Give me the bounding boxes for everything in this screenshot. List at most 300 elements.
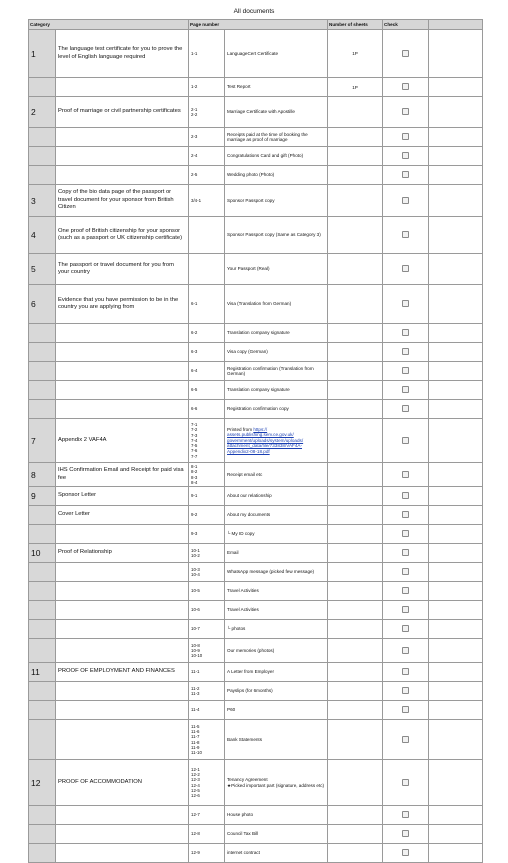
document-item-label: Receipts paid at the time of booking the marriage as proof of marriage (227, 131, 308, 142)
category-number: 10 (29, 544, 56, 563)
number-of-sheets (328, 682, 383, 701)
document-item-label: About our relationship (227, 493, 272, 499)
category-description: PROOF OF EMPLOYMENT AND FINANCES (56, 663, 189, 682)
table-body (29, 30, 483, 863)
category-description (56, 720, 189, 760)
category-number: 5 (29, 254, 56, 285)
page-number-cell (189, 760, 225, 806)
page-number: 6-3 (191, 349, 198, 355)
number-of-sheets (328, 128, 383, 147)
link-text-line: government/uploads/system/uploads/ (227, 437, 304, 443)
page-number: 11-3 (191, 691, 200, 696)
document-item-label: Your Passport (Real) (227, 266, 270, 272)
category-number (29, 720, 56, 760)
page-number: 7-1 (191, 422, 198, 428)
empty-cell (429, 362, 483, 381)
page-number: 9-3 (191, 531, 198, 537)
page-number: 10-2 (191, 553, 200, 558)
page-number: 8-4 (191, 479, 198, 485)
page-number: 11-2 (191, 685, 200, 691)
document-checkbox[interactable] (402, 587, 409, 594)
empty-cell (429, 185, 483, 217)
table-row (29, 525, 483, 544)
table-row (29, 582, 483, 601)
check-cell (383, 639, 429, 663)
document-item (225, 400, 328, 419)
document-checkbox[interactable] (402, 50, 409, 57)
document-checkbox[interactable] (402, 133, 409, 140)
page-number-cell (189, 78, 225, 97)
header-check: Check (383, 20, 429, 30)
document-checkbox[interactable] (402, 83, 409, 90)
document-item (225, 285, 328, 324)
category-number (29, 343, 56, 362)
page-number: 10-1 (191, 547, 200, 553)
page-number: 12-5 (191, 787, 200, 793)
header-category: Category (29, 20, 189, 30)
document-checkbox[interactable] (402, 231, 409, 238)
check-cell (383, 285, 429, 324)
category-number (29, 78, 56, 97)
category-description (56, 682, 189, 701)
table-row (29, 343, 483, 362)
page-number-cell (189, 601, 225, 620)
empty-cell (429, 324, 483, 343)
document-checkbox[interactable] (402, 300, 409, 307)
document-item-label: LanguageCert Certificate (227, 50, 279, 56)
table-row (29, 400, 483, 419)
category-description: Sponsor Letter (56, 487, 189, 506)
empty-cell (429, 419, 483, 463)
document-item-label: Visa (Translation from German) (227, 301, 292, 307)
table-row (29, 825, 483, 844)
check-cell (383, 663, 429, 682)
document-checkbox[interactable] (402, 549, 409, 556)
document-checkbox[interactable] (402, 849, 409, 856)
category-number: 12 (29, 760, 56, 806)
page-number-cell (189, 720, 225, 760)
empty-cell (429, 400, 483, 419)
category-number: 8 (29, 463, 56, 487)
page-number: 10-10 (191, 653, 203, 659)
page-number-cell (189, 663, 225, 682)
page-number: 2-4 (191, 153, 198, 159)
empty-cell (429, 720, 483, 760)
document-item-label: └ My ID copy (227, 531, 255, 537)
document-item-label: └ photos (227, 626, 246, 632)
document-item-label: Council Tax Bill (227, 831, 259, 837)
page-number: 2-3 (191, 134, 198, 140)
document-item-label: Travel Activities (227, 588, 259, 594)
document-checkbox[interactable] (402, 568, 409, 575)
document-checkbox[interactable] (402, 265, 409, 272)
page-number: 11-5 (191, 723, 200, 729)
page-number: 6-5 (191, 387, 198, 393)
document-checkbox[interactable] (402, 152, 409, 159)
category-description: Proof of Relationship (56, 544, 189, 563)
check-cell (383, 825, 429, 844)
document-item-label: P60 (227, 707, 236, 713)
page-number: 11-8 (191, 739, 200, 745)
page-number: 3/4-1 (191, 197, 202, 203)
page-number: 12-9 (191, 850, 200, 856)
page-number: 1-2 (191, 84, 198, 90)
page-number-cell (189, 639, 225, 663)
page-number-cell (189, 147, 225, 166)
number-of-sheets (328, 720, 383, 760)
category-number: 1 (29, 30, 56, 78)
table-row (29, 563, 483, 582)
document-item (225, 381, 328, 400)
page-number-cell (189, 525, 225, 544)
category-description (56, 147, 189, 166)
number-of-sheets (328, 601, 383, 620)
document-checkbox[interactable] (402, 706, 409, 713)
table-row (29, 682, 483, 701)
link-text-line: https:// (253, 426, 268, 432)
check-cell (383, 601, 429, 620)
table-row (29, 166, 483, 185)
page-number-cell (189, 30, 225, 78)
page-number-cell (189, 682, 225, 701)
document-item (225, 217, 328, 254)
document-item-label: About my documents (227, 512, 271, 518)
documents-table (28, 19, 483, 863)
table-row (29, 97, 483, 128)
table-row (29, 254, 483, 285)
category-description (56, 381, 189, 400)
document-item (225, 601, 328, 620)
table-row (29, 463, 483, 487)
table-row (29, 620, 483, 639)
document-checkbox[interactable] (402, 687, 409, 694)
document-checkbox[interactable] (402, 437, 409, 444)
category-number: 4 (29, 217, 56, 254)
number-of-sheets (328, 217, 383, 254)
check-cell (383, 563, 429, 582)
empty-cell (429, 760, 483, 806)
check-cell (383, 844, 429, 863)
check-cell (383, 806, 429, 825)
page-number: 8-1 (191, 464, 198, 470)
document-checkbox[interactable] (402, 606, 409, 613)
number-of-sheets (328, 463, 383, 487)
document-item (225, 563, 328, 582)
page-number-cell (189, 97, 225, 128)
empty-cell (429, 563, 483, 582)
document-item (225, 663, 328, 682)
page-number: 12-6 (191, 792, 200, 798)
category-description (56, 825, 189, 844)
empty-cell (429, 506, 483, 525)
page-number: 12-3 (191, 777, 200, 783)
empty-cell (429, 487, 483, 506)
table-row (29, 78, 483, 97)
empty-cell (429, 463, 483, 487)
page-number: 7-6 (191, 448, 198, 454)
check-cell (383, 185, 429, 217)
page-number-cell (189, 285, 225, 324)
category-description (56, 343, 189, 362)
document-item (225, 185, 328, 217)
page-number: 2-5 (191, 172, 198, 178)
document-item (225, 324, 328, 343)
category-number (29, 682, 56, 701)
document-item (225, 419, 328, 463)
empty-cell (429, 381, 483, 400)
document-item (225, 701, 328, 720)
document-item (225, 506, 328, 525)
page-number-cell (189, 128, 225, 147)
link-text-line: attachment_data/file/733838/VAF4A- (227, 443, 303, 449)
check-cell (383, 760, 429, 806)
check-cell (383, 324, 429, 343)
document-checkbox[interactable] (402, 171, 409, 178)
category-number (29, 362, 56, 381)
document-checkbox[interactable] (402, 386, 409, 393)
category-description (56, 563, 189, 582)
page-number-cell (189, 825, 225, 844)
page-number: 11-1 (191, 669, 200, 675)
category-description: Appendix 2 VAF4A (56, 419, 189, 463)
category-description (56, 701, 189, 720)
table-row (29, 128, 483, 147)
document-checkbox[interactable] (402, 647, 409, 654)
page-number: 7-7 (191, 453, 198, 459)
document-item (225, 760, 328, 806)
category-number (29, 506, 56, 525)
empty-cell (429, 285, 483, 324)
category-number (29, 147, 56, 166)
document-item-label: Bank Statements (227, 736, 262, 742)
empty-cell (429, 701, 483, 720)
document-checkbox[interactable] (402, 492, 409, 499)
page-number: 11-4 (191, 707, 200, 713)
number-of-sheets (328, 639, 383, 663)
check-cell (383, 166, 429, 185)
table-row (29, 601, 483, 620)
check-cell (383, 463, 429, 487)
document-checkbox[interactable] (402, 405, 409, 412)
document-item (225, 582, 328, 601)
number-of-sheets (328, 525, 383, 544)
page-number-cell (189, 806, 225, 825)
page-number: 7-4 (191, 437, 198, 443)
document-item (225, 30, 328, 78)
page-number: 1-1 (191, 50, 198, 56)
table-row (29, 663, 483, 682)
check-cell (383, 254, 429, 285)
check-cell (383, 362, 429, 381)
check-cell (383, 381, 429, 400)
page-number-cell (189, 254, 225, 285)
page-number-cell (189, 166, 225, 185)
category-number (29, 806, 56, 825)
check-cell (383, 78, 429, 97)
category-description: Evidence that you have permission to be in the country you are applying from (56, 285, 189, 324)
page-number: 11-9 (191, 744, 200, 750)
document-item (225, 487, 328, 506)
page-number: 9-1 (191, 493, 198, 499)
category-description: IHS Confirmation Email and Receipt for paid visa fee (56, 463, 189, 487)
document-item-label: WhatsApp message (picked few message) (227, 569, 315, 575)
category-number (29, 601, 56, 620)
document-checkbox[interactable] (402, 329, 409, 336)
empty-cell (429, 254, 483, 285)
document-item-label: House photo (227, 812, 254, 818)
table-row (29, 381, 483, 400)
number-of-sheets (328, 147, 383, 166)
document-item (225, 147, 328, 166)
number-of-sheets (328, 806, 383, 825)
page-number: 11-7 (191, 734, 200, 740)
number-of-sheets (328, 663, 383, 682)
document-checkbox[interactable] (402, 811, 409, 818)
check-cell (383, 525, 429, 544)
number-of-sheets (328, 400, 383, 419)
empty-cell (429, 544, 483, 563)
empty-cell (429, 620, 483, 639)
number-of-sheets: 1P (328, 78, 383, 97)
number-of-sheets (328, 506, 383, 525)
document-checkbox[interactable] (402, 367, 409, 374)
page-number-cell (189, 563, 225, 582)
document-item (225, 166, 328, 185)
document-item (225, 525, 328, 544)
number-of-sheets (328, 343, 383, 362)
category-description (56, 166, 189, 185)
document-item-label: Visa copy (German) (227, 349, 268, 355)
number-of-sheets (328, 563, 383, 582)
check-cell (383, 97, 429, 128)
number-of-sheets (328, 381, 383, 400)
document-checkbox[interactable] (402, 779, 409, 786)
document-item-label: Congratulations Card and gift (Photo) (227, 153, 304, 159)
document-checkbox[interactable] (402, 511, 409, 518)
category-description (56, 601, 189, 620)
empty-cell (429, 844, 483, 863)
category-number (29, 324, 56, 343)
check-cell (383, 720, 429, 760)
document-checkbox[interactable] (402, 830, 409, 837)
document-checkbox[interactable] (402, 530, 409, 537)
document-item (225, 128, 328, 147)
category-number (29, 166, 56, 185)
document-item (225, 806, 328, 825)
page-number-cell (189, 506, 225, 525)
header-page-number: Page number (189, 20, 328, 30)
number-of-sheets (328, 544, 383, 563)
category-description (56, 582, 189, 601)
document-item-label: Registration confirmation (Translation from German) (227, 365, 314, 376)
category-number: 6 (29, 285, 56, 324)
category-number: 3 (29, 185, 56, 217)
page-title: All documents (233, 8, 275, 15)
document-checkbox[interactable] (402, 197, 409, 204)
page-number-cell (189, 544, 225, 563)
category-number (29, 620, 56, 639)
number-of-sheets (328, 825, 383, 844)
check-cell (383, 582, 429, 601)
empty-cell (429, 582, 483, 601)
page-number: 10-8 (191, 642, 200, 648)
check-cell (383, 217, 429, 254)
document-checkbox[interactable] (402, 736, 409, 743)
category-number (29, 582, 56, 601)
document-item-label: Travel Activities (227, 607, 259, 613)
check-cell (383, 701, 429, 720)
page-number: 10-4 (191, 572, 200, 577)
document-item-label: Sponsor Passport copy (227, 197, 275, 203)
page-number: 12-2 (191, 772, 200, 778)
page-number: 10-3 (191, 566, 200, 572)
page-number: 7-5 (191, 443, 198, 449)
document-item-label: internet contract (227, 850, 260, 856)
table-header-row (29, 20, 483, 30)
check-cell (383, 620, 429, 639)
document-item (225, 544, 328, 563)
document-checkbox[interactable] (402, 471, 409, 478)
document-item-label: Email (227, 550, 239, 556)
empty-cell (429, 663, 483, 682)
document-checkbox[interactable] (402, 348, 409, 355)
empty-cell (429, 343, 483, 362)
document-checkbox[interactable] (402, 625, 409, 632)
number-of-sheets (328, 324, 383, 343)
page-number-cell (189, 324, 225, 343)
number-of-sheets (328, 254, 383, 285)
page-number: 10-6 (191, 607, 200, 613)
category-number (29, 825, 56, 844)
check-cell (383, 419, 429, 463)
document-checkbox[interactable] (402, 668, 409, 675)
document-item-label: Test Report (227, 84, 251, 90)
category-description: Copy of the bio data page of the passport or travel document for your sponsor from British Citizen (56, 185, 189, 217)
page-number-cell (189, 381, 225, 400)
page-number: 11-6 (191, 729, 200, 735)
page-number-cell (189, 419, 225, 463)
category-number: 7 (29, 419, 56, 463)
category-description (56, 525, 189, 544)
page-number-cell (189, 362, 225, 381)
table-row (29, 147, 483, 166)
document-item-note: ★Picked important part (signature, address etc) (227, 782, 325, 788)
number-of-sheets (328, 487, 383, 506)
empty-cell (429, 639, 483, 663)
empty-cell (429, 78, 483, 97)
check-cell (383, 30, 429, 78)
document-item (225, 620, 328, 639)
document-item-label: Marriage Certificate with Apostille (227, 109, 295, 115)
table-row (29, 720, 483, 760)
category-number (29, 525, 56, 544)
page-number-cell (189, 487, 225, 506)
document-checkbox[interactable] (402, 108, 409, 115)
page-number: 12-4 (191, 782, 200, 788)
category-description: One proof of British citizenship for your sponsor (such as a passport or UK citizenship certificate) (56, 217, 189, 254)
document-item-label: Sponsor Passport copy (Same as Category 3) (227, 232, 321, 238)
link-text-line: assets.publishing.serv.ce.gov.uk/ (227, 432, 294, 438)
empty-cell (429, 601, 483, 620)
category-description (56, 620, 189, 639)
document-item (225, 825, 328, 844)
document-item (225, 97, 328, 128)
page-number-cell (189, 343, 225, 362)
page-number-cell (189, 400, 225, 419)
document-item-label: Registration confirmation copy (227, 406, 289, 412)
category-description: The passport or travel document for you from your country (56, 254, 189, 285)
page-number-cell (189, 582, 225, 601)
